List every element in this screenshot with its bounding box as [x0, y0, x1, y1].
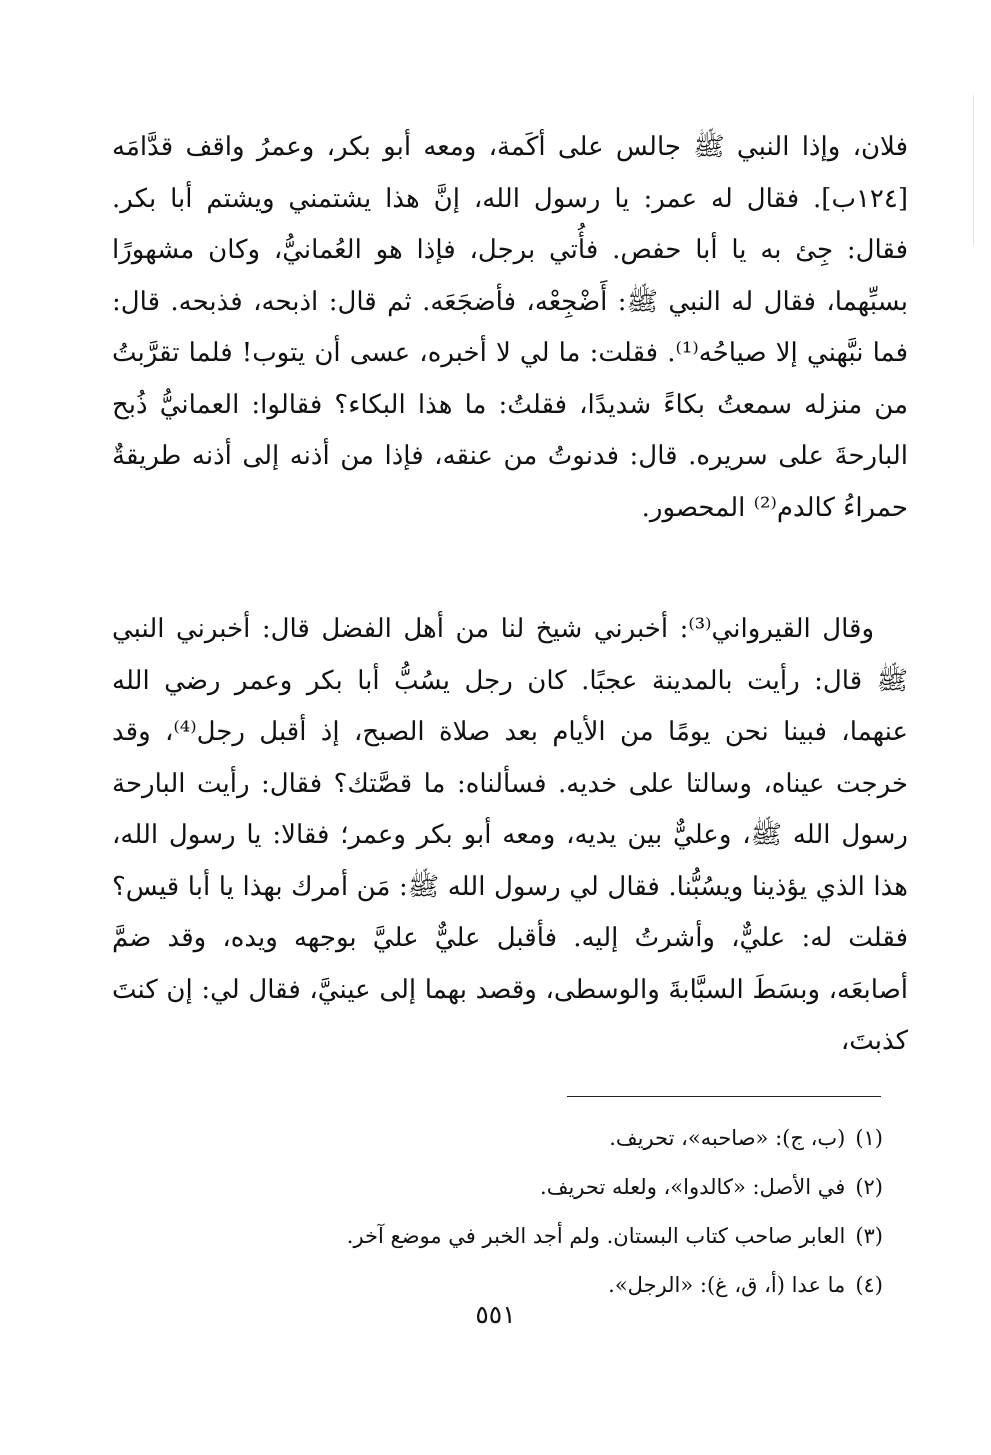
- page-number: ٥٥١: [475, 1300, 516, 1329]
- main-paragraph-1: فلان، وإذا النبي ﷺ جالس على أكَمة، ومعه أبو بكر، وعمرُ واقف قدَّامَه [١٢٤ب]. فقال له عمر: يا رسول الله، إنَّ هذا يشتمني ويشتم أبا بكر. فقال: جِئ به يا أبا حفص. فأُتي برجل، فإذا هو العُمانيُّ، وكان مشهورًا بسبِّهما، فقال له النبي ﷺ: أَضْجِعْه، فأضجَعَه. ثم قال: اذبحه، فذبحه. قال: فما نبَّهني إلا صياحُه⁽¹⁾. فقلت: ما لي لا أخبره، عسى أن يتوب! فلما تقرَّبتُ من منزله سمعتُ بكاءً شديدًا، فقلتُ: ما هذا البكاء؟ فقالوا: العمانيُّ ذُبح البارحةَ على سريره. قال: فدنوتُ من عنقه، فإذا من أذنه إلى أذنه طريقةٌ حمراءُ كالدم⁽²⁾ المحصور.: [112, 132, 908, 523]
- footnote-separator: [567, 1096, 881, 1097]
- footnote-text: ما عدا (أ، ق، غ): «الرجل».: [608, 1273, 846, 1297]
- footnote-text: العابر صاحب كتاب البستان. ولم أجد الخبر في موضع آخر.: [346, 1224, 846, 1248]
- scan-margin-line: [973, 95, 974, 245]
- footnote-number: (١): [855, 1126, 883, 1150]
- main-paragraph-2: وقال القيرواني⁽³⁾: أخبرني شيخ لنا من أهل الفضل قال: أخبرني النبي ﷺ قال: رأيت بالمدينة عجبًا. كان رجل يسُبُّ أبا بكر وعمر رضي الله عنهما، فبينا نحن يومًا من الأيام بعد صلاة الصبح، إذ أقبل رجل⁽⁴⁾، وقد خرجت عيناه، وسالتا على خديه. فسألناه: ما قصَّتك؟ فقال: رأيت البارحة رسول الله ﷺ، وعليٌّ بين يديه، ومعه أبو بكر وعمر؛ فقالا: يا رسول الله، هذا الذي يؤذينا ويسُبُّنا. فقال لي رسول الله ﷺ: مَن أمرك بهذا يا أبا قيس؟ فقلت له: عليٌّ، وأشرتُ إليه. فأقبل عليٌّ عليَّ بوجهه ويده، وقد ضمَّ أصابعَه، وبسَطَ السبَّابةَ والوسطى، وقصد بهما إلى عينيَّ، فقال لي: إن كنتَ كذبتَ،: [112, 614, 908, 1056]
- footnote-number: (٣): [855, 1224, 883, 1248]
- footnote-item: [103, 1212, 883, 1261]
- footnote-number: (٤): [855, 1273, 883, 1297]
- footnote-text: (ب، ج): «صاحبه»، تحريف.: [609, 1126, 846, 1150]
- footnotes-list: [103, 1114, 883, 1310]
- footnote-number: (٢): [855, 1175, 883, 1199]
- footnote-item: [103, 1114, 883, 1163]
- footnote-item: [103, 1163, 883, 1212]
- footnote-text: في الأصل: «كالدوا»، ولعله تحريف.: [540, 1175, 846, 1199]
